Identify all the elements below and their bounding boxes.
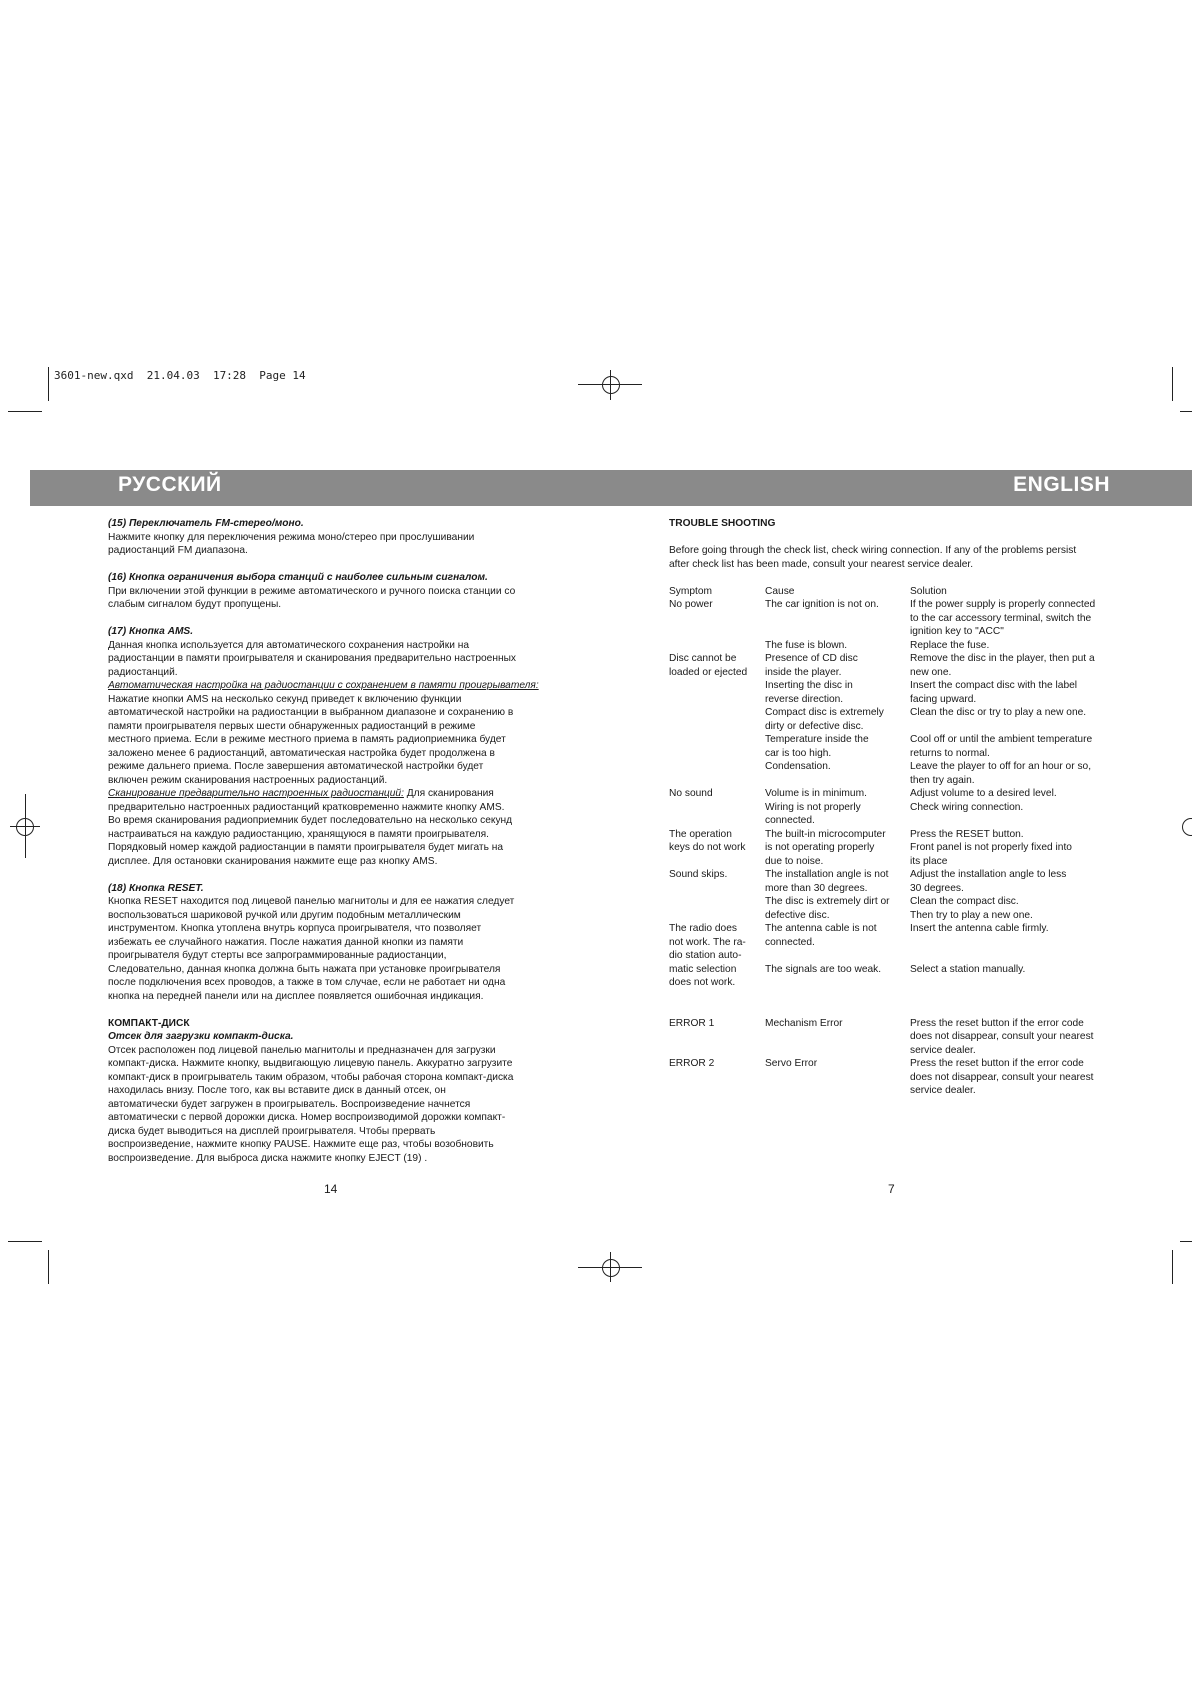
solution-cell: Clean the compact disc. Then try to play a new one. xyxy=(910,896,1033,921)
text-line: избежать ее случайного нажатия. После нажатия данной кнопки из памяти xyxy=(108,936,464,948)
table-row xyxy=(669,639,1129,653)
text-line: Кнопка RESET находится под лицевой панелью магнитолы и для ее нажатия следует xyxy=(108,896,515,907)
russian-column xyxy=(108,517,558,1165)
solution-cell: Adjust volume to a desired level. xyxy=(910,788,1057,799)
text-line: Данная кнопка используется для автоматического сохранения настройки на xyxy=(108,639,470,651)
header-cause: Cause xyxy=(765,585,795,597)
text-line: включен режим сканирования настроенных радиостанций. xyxy=(108,774,388,786)
table-spacer-row xyxy=(669,990,1129,1004)
cause-cell: Volume is in minimum. xyxy=(765,788,867,799)
text-line: after check list has been made, consult your nearest service dealer. xyxy=(669,558,974,570)
text-fragment: Для сканирования xyxy=(403,788,494,799)
text-line: находилась внизу. После того, как вы вставите диск в данный отсек, он xyxy=(108,1085,446,1096)
text-line: воспользоваться шариковой ручкой или другим подобным металлическим xyxy=(108,909,461,921)
solution-cell: Press the RESET button. Front panel is not properly fixed into its place xyxy=(910,828,1072,867)
table-row xyxy=(669,828,1129,869)
table-row xyxy=(669,787,1129,801)
registration-mark xyxy=(602,1259,620,1277)
text-line: Во время сканирования радиоприемник будет последовательно на несколько секунд xyxy=(108,815,513,826)
solution-cell: Press the reset button if the error code does not disappear, consult your nearest service dealer. xyxy=(910,1017,1094,1056)
text-line: предварительно настроенных радиостанций кратковременно нажмите кнопку AMS. xyxy=(108,801,505,813)
header-english: ENGLISH xyxy=(1013,473,1110,496)
text-line: Отсек расположен под лицевой панелью магнитолы и предназначен для загрузки xyxy=(108,1044,496,1056)
section-15 xyxy=(108,517,558,558)
subsection-title: Автоматическая настройка на радиостанции с сохранением в памяти проигрывателя: xyxy=(108,680,539,691)
text-line: кнопка на передней панели или на дисплее появляется ошибочная индикация. xyxy=(108,990,484,1002)
symptom-cell: No sound xyxy=(669,788,713,799)
table-row xyxy=(669,652,1129,679)
header-solution: Solution xyxy=(910,585,947,597)
crop-mark xyxy=(8,1241,42,1242)
table-row xyxy=(669,679,1129,706)
solution-cell: Cool off or until the ambient temperature returns to normal. xyxy=(910,734,1093,759)
text-line: диска будет выводиться на дисплей проигрывателя. Чтобы прервать xyxy=(108,1125,436,1137)
text-line: Следовательно, данная кнопка должна быть нажата при установке проигрывателя xyxy=(108,963,501,975)
solution-cell: Insert the antenna cable firmly. Select a station manually. xyxy=(910,923,1049,975)
table-row xyxy=(669,706,1129,733)
text-line: Before going through the check list, check wiring connection. If any of the problems persist xyxy=(669,545,1077,556)
section-cd xyxy=(108,1017,558,1166)
crop-mark xyxy=(1172,367,1173,401)
english-column xyxy=(669,517,1119,1098)
cause-cell: The car ignition is not on. xyxy=(765,599,879,610)
symptom-cell: The operation keys do not work xyxy=(669,828,746,853)
section-title: (15) Переключатель FM-стерео/моно. xyxy=(108,518,304,529)
text-line: автоматической настройки на радиостанции в выбранном диапазоне и сохранению в xyxy=(108,707,514,718)
solution-cell: Insert the compact disc with the label facing upward. xyxy=(910,680,1078,705)
text-line: При включении этой функции в режиме автоматического и ручного поиска станции со xyxy=(108,585,516,597)
symptom-cell xyxy=(669,760,765,787)
cause-cell: The built-in microcomputer is not operating properly due to noise. xyxy=(765,828,886,867)
cause-cell: Mechanism Error xyxy=(765,1017,843,1029)
symptom-cell: The radio does not work. The ra- dio station auto- matic selection does not work. xyxy=(669,923,746,988)
symptom-cell xyxy=(669,733,765,760)
text-line: слабым сигналом будут пропущены. xyxy=(108,599,282,610)
header-russian: РУССКИЙ xyxy=(118,473,222,496)
section-title: TROUBLE SHOOTING xyxy=(669,518,776,529)
file-slug: 3601-new.qxd 21.04.03 17:28 Page 14 xyxy=(54,369,306,382)
table-row xyxy=(669,760,1129,787)
solution-cell: Press the reset button if the error code does not disappear, consult your nearest service dealer. xyxy=(910,1058,1094,1096)
registration-mark xyxy=(16,818,34,836)
cause-cell: The disc is extremely dirt or defective disc. xyxy=(765,896,890,921)
text-line: заложено менее 6 радиостанций, автоматическая настройка будет продолжена в xyxy=(108,747,495,759)
cause-cell: Wiring is not properly connected. xyxy=(765,801,861,826)
section-title: (18) Кнопка RESET. xyxy=(108,882,204,894)
cause-cell: Temperature inside the car is too high. xyxy=(765,734,869,759)
table-row xyxy=(669,922,1129,990)
cause-cell: Presence of CD disc inside the player. xyxy=(765,653,858,678)
header-symptom: Symptom xyxy=(669,585,713,597)
crop-mark xyxy=(1172,1250,1173,1284)
solution-cell: If the power supply is properly connected to the car accessory terminal, switch the ignition key to "ACC" xyxy=(910,599,1096,637)
text-line: воспроизведение. Для выброса диска нажмите кнопку EJECT (19) . xyxy=(108,1152,428,1164)
symptom-cell: Disc cannot be loaded or ejected xyxy=(669,653,748,678)
table-row xyxy=(669,1017,1129,1058)
text-line: радиостанции в памяти проигрывателя и сканирования предварительно настроенных xyxy=(108,653,516,664)
spacer-cell xyxy=(669,990,1129,1004)
cause-cell: The antenna cable is not connected. The signals are too weak. xyxy=(765,923,882,975)
text-line: радиостанций FM диапазона. xyxy=(108,545,248,556)
text-line: памяти проигрывателя первых шести обнаруженных радиостанций в режиме xyxy=(108,720,476,732)
text-line: инструментом. Кнопка утоплена внутрь корпуса проигрывателя, что позволяет xyxy=(108,923,482,934)
text-line: радиостанций. xyxy=(108,666,178,678)
text-line: автоматически будет загружен в проигрыватель. Воспроизведение начнется xyxy=(108,1098,471,1110)
text-line: Нажмите кнопку для переключения режима моно/стерео при прослушивании xyxy=(108,531,475,543)
registration-mark xyxy=(602,376,620,394)
solution-cell: Clean the disc or try to play a new one. xyxy=(910,707,1087,718)
crop-mark xyxy=(8,411,42,412)
cause-cell: Compact disc is extremely dirty or defective disc. xyxy=(765,707,884,732)
table-row xyxy=(669,733,1129,760)
solution-cell: Leave the player to off for an hour or so, then try again. xyxy=(910,761,1092,786)
symptom-cell: Sound skips. xyxy=(669,869,728,880)
table-spacer-row xyxy=(669,1003,1129,1017)
symptom-cell xyxy=(669,895,765,922)
page-number-right: 7 xyxy=(888,1182,895,1196)
table-row xyxy=(669,598,1129,639)
text-line: воспроизведение, нажмите кнопку PAUSE. Нажмите еще раз, чтобы возобновить xyxy=(108,1139,494,1150)
section-title: (17) Кнопка AMS. xyxy=(108,626,194,637)
page-number-left: 14 xyxy=(324,1182,338,1196)
cause-cell: The installation angle is not more than 30 degrees. xyxy=(765,869,889,894)
section-subtitle: Отсек для загрузки компакт-диска. xyxy=(108,1031,294,1042)
text-line: компакт-диска. Нажмите кнопку, выдвигающую лицевую панель. Аккуратно загрузите xyxy=(108,1058,513,1069)
cause-cell: Servo Error xyxy=(765,1058,818,1069)
symptom-cell: ERROR 1 xyxy=(669,1017,715,1029)
symptom-cell: No power xyxy=(669,599,713,610)
section-18 xyxy=(108,882,558,1004)
section-17 xyxy=(108,625,558,868)
crop-mark xyxy=(48,367,49,401)
crop-mark xyxy=(1180,1241,1192,1242)
text-line xyxy=(108,787,558,801)
troubleshooting-table xyxy=(669,585,1129,1098)
text-line: после подключения всех проводов, а также в том случае, если не работает ни одна xyxy=(108,977,506,988)
spacer-cell xyxy=(669,1003,1129,1017)
text-line: местного приема. Если в режиме местного приема в память радиоприемника будет xyxy=(108,734,506,745)
symptom-cell: ERROR 2 xyxy=(669,1058,715,1069)
section-title: КОМПАКТ-ДИСК xyxy=(108,1017,190,1029)
table-row xyxy=(669,895,1129,922)
text-line: режиме дальнего приема. После завершения автоматической настройки будет xyxy=(108,761,484,772)
symptom-cell xyxy=(669,679,765,706)
crop-mark xyxy=(1180,411,1192,412)
symptom-cell xyxy=(669,801,765,828)
symptom-cell xyxy=(669,706,765,733)
text-line: проигрывателя будут стерты все запрограммированные радиостанции, xyxy=(108,950,447,961)
crop-mark xyxy=(48,1250,49,1284)
solution-cell: Adjust the installation angle to less 30 degrees. xyxy=(910,869,1067,894)
subsection-title: Сканирование предварительно настроенных радиостанций: xyxy=(108,788,404,799)
cause-cell: Condensation. xyxy=(765,761,831,772)
registration-mark xyxy=(1182,818,1192,836)
troubleshooting-table-body xyxy=(669,585,1129,1098)
text-line: настраиваться на каждую радиостанцию, хранящуюся в памяти проигрывателя. xyxy=(108,828,489,840)
table-header-row xyxy=(669,585,1129,599)
table-row xyxy=(669,868,1129,895)
text-line: компакт-диск в проигрыватель таким образом, чтобы рабочая сторона компакт-диска xyxy=(108,1071,514,1083)
section-title: (16) Кнопка ограничения выбора станций с наиболее сильным сигналом. xyxy=(108,572,488,583)
text-line: дисплее. Для остановки сканирования нажмите еще раз кнопку AMS. xyxy=(108,855,438,867)
cause-cell: Inserting the disc in reverse direction. xyxy=(765,680,853,705)
solution-cell: Replace the fuse. xyxy=(910,639,990,651)
text-line: автоматически с первой дорожки диска. Номер воспроизводимой дорожки компакт- xyxy=(108,1112,506,1123)
section-16 xyxy=(108,571,558,612)
text-line: Порядковый номер каждой радиостанции в памяти проигрывателя будет мигать на xyxy=(108,842,504,853)
intro-text xyxy=(669,544,1119,571)
table-row xyxy=(669,1057,1129,1098)
solution-cell: Check wiring connection. xyxy=(910,801,1024,813)
solution-cell: Remove the disc in the player, then put a new one. xyxy=(910,653,1095,678)
cause-cell: The fuse is blown. xyxy=(765,639,848,651)
table-row xyxy=(669,801,1129,828)
text-line: Нажатие кнопки AMS на несколько секунд приведет к включению функции xyxy=(108,693,462,705)
symptom-cell xyxy=(669,639,765,653)
